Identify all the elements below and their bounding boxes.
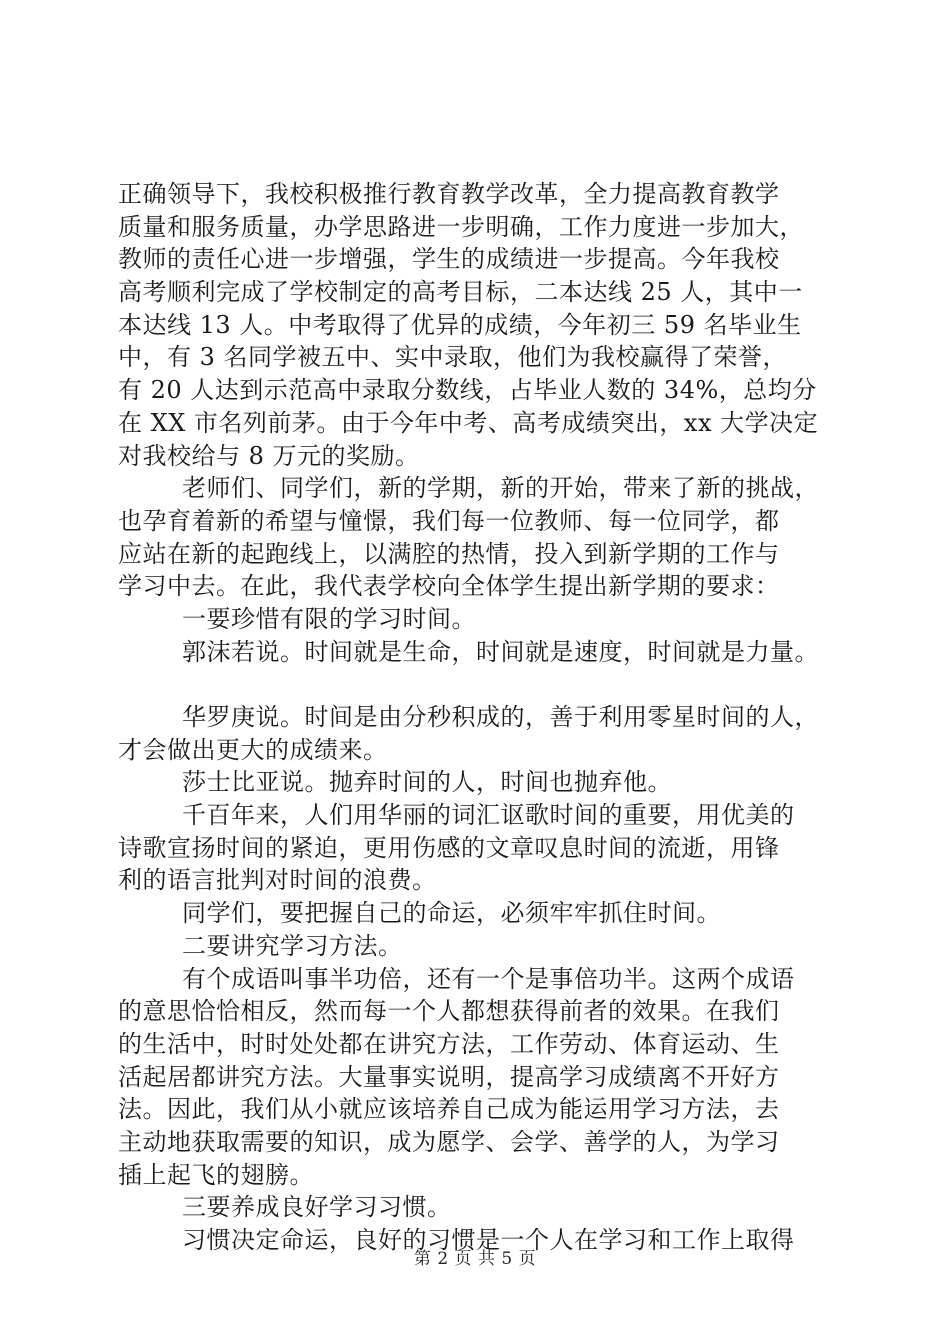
text-line: 老师们、同学们，新的学期，新的开始，带来了新的挑战， [182,474,819,503]
document-body [118,178,838,1257]
text-line: 华罗庚说。时间是由分秒积成的，善于利用零星时间的人， [182,703,819,731]
text-line: 利的语言批判对时间的浪费。 [118,866,437,895]
text-line: 应站在新的起跑线上，以满腔的热情，投入到新学期的工作与 [118,539,780,568]
text-line: 的意思恰恰相反，然而每一个人都想获得前者的效果。在我们 [118,997,780,1026]
text-line: 在 XX 市名列前茅。由于今年中考、高考成绩突出，xx 大学决定 [118,408,819,437]
text-line: 中，有 3 名同学被五中、实中录取，他们为我校赢得了荣誉， [118,343,788,372]
page-footer: 第 2 页 共 5 页 [413,1249,537,1269]
text-line: 千百年来，人们用华丽的词汇讴歌时间的重要，用优美的 [182,801,795,830]
text-line: 的生活中，时时处处都在讲究方法，工作劳动、体育运动、生 [118,1029,780,1058]
text-line: 插上起飞的翅膀。 [118,1160,314,1189]
text-line: 学习中去。在此，我代表学校向全体学生提出新学期的要求： [118,572,780,601]
blank-line [118,668,838,701]
text-line: 才会做出更大的成绩来。 [118,735,388,764]
text-line: 有 20 人达到示范高中录取分数线，占毕业人数的 34%，总均分 [118,376,817,405]
text-line: 诗歌宣扬时间的紧迫，更用伤感的文章叹息时间的流逝，用锋 [118,833,780,862]
text-line: 莎士比亚说。抛弃时间的人，时间也抛弃他。 [182,768,672,797]
text-line: 法。因此，我们从小就应该培养自己成为能运用学习方法，去 [118,1095,780,1124]
text-line: 同学们，要把握自己的命运，必须牢牢抓住时间。 [182,899,721,928]
text-line: 也孕育着新的希望与憧憬，我们每一位教师、每一位同学，都 [118,506,780,535]
text-line: 对我校给与 8 万元的奖励。 [118,441,420,470]
text-line: 有个成语叫事半功倍，还有一个是事倍功半。这两个成语 [182,964,795,993]
text-line: 三要养成良好学习习惯。 [182,1193,452,1222]
text-line: 高考顺利完成了学校制定的高考目标，二本达线 25 人，其中一 [118,278,803,307]
text-line: 习惯决定命运，良好的习惯是一个人在学习和工作上取得 [182,1226,795,1254]
text-line: 教师的责任心进一步增强，学生的成绩进一步提高。今年我校 [118,245,780,274]
text-line: 主动地获取需要的知识，成为愿学、会学、善学的人，为学习 [118,1127,780,1156]
text-line: 正确领导下，我校积极推行教育教学改革，全力提高教育教学 [118,180,780,208]
text-line: 活起居都讲究方法。大量事实说明，提高学习成绩离不开好方 [118,1062,780,1091]
text-line: 质量和服务质量，办学思路进一步明确，工作力度进一步加大， [118,212,804,241]
text-line: 一要珍惜有限的学习时间。 [182,604,476,633]
text-line: 本达线 13 人。中考取得了优异的成绩，今年初三 59 名毕业生 [118,310,802,339]
text-line: 郭沫若说。时间就是生命，时间就是速度，时间就是力量。 [182,637,819,666]
text-line: 二要讲究学习方法。 [182,931,403,960]
